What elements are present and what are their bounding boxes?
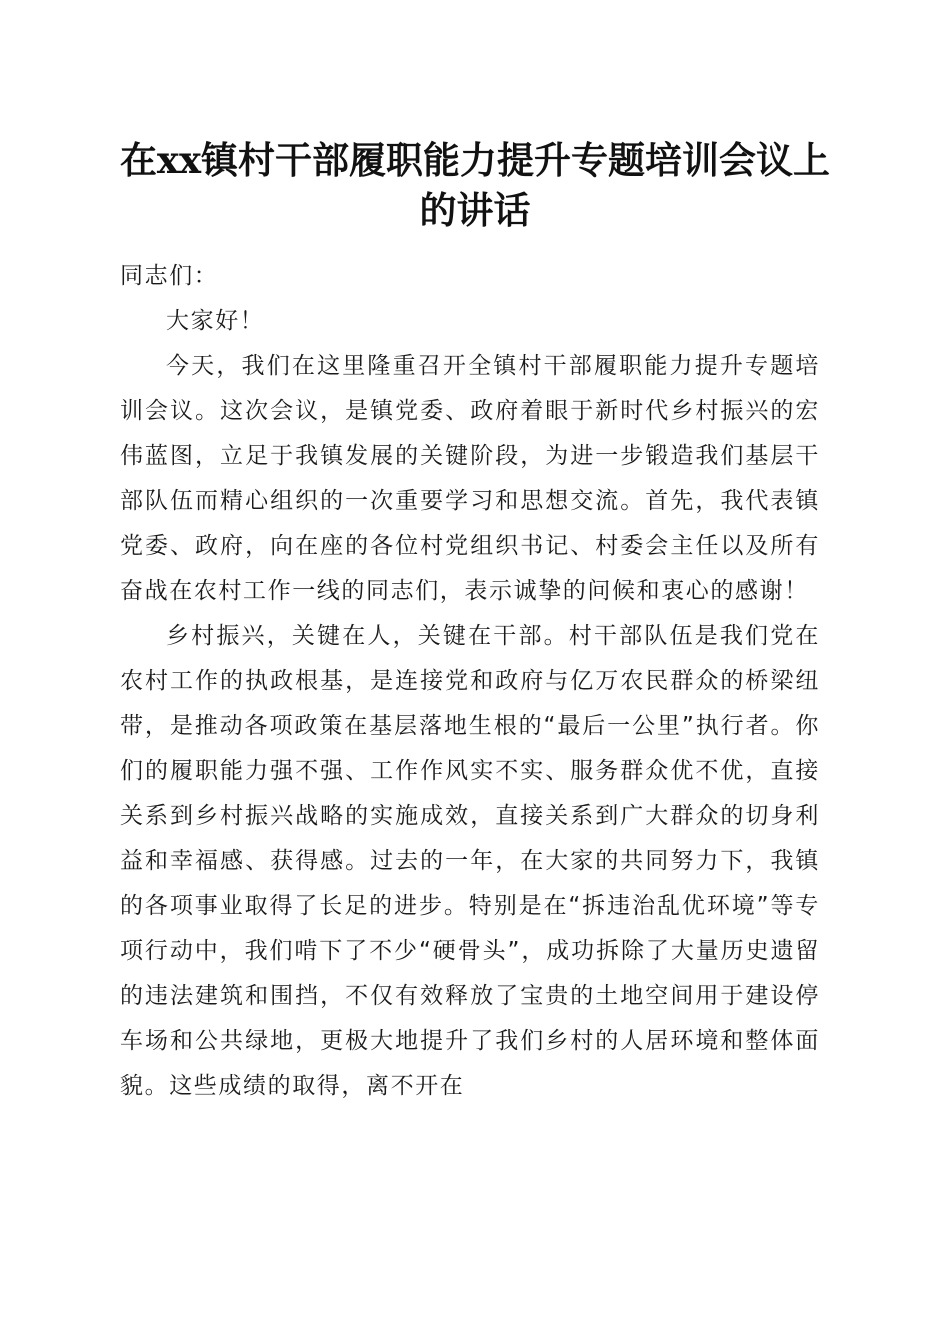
paragraph-greeting: 大家好！ — [166, 308, 265, 334]
document-title: 在xx镇村干部履职能力提升专题培训会议上的讲话 — [119, 138, 831, 232]
salutation: 同志们： — [120, 263, 219, 289]
document-body — [120, 254, 820, 1109]
paragraph-rural-revitalization: 乡村振兴，关键在人，关键在干部。村干部队伍是我们党在农村工作的执政根基，是连接党和政府与亿万农民群众的桥梁纽带，是推动各项政策在基层落地生根的“最后一公里”执行者。你们的履职能力强不强、工作作风实不实、服务群众优不优，直接关系到乡村振兴战略的实施成效，直接关系到广大群众的切身利益和幸福感、获得感。过去的一年，在大家的共同努力下，我镇的各项事业取得了长足的进步。特别是在“拆违治乱优环境”等专项行动中，我们啃下了不少“硬骨头”，成功拆除了大量历史遗留的违法建筑和围挡，不仅有效释放了宝贵的土地空间用于建设停车场和公共绿地，更极大地提升了我们乡村的人居环境和整体面貌。这些成绩的取得，离不开在 — [120, 623, 820, 1099]
paragraph-opening: 今天，我们在这里隆重召开全镇村干部履职能力提升专题培训会议。这次会议，是镇党委、政府着眼于新时代乡村振兴的宏伟蓝图，立足于我镇发展的关键阶段，为进一步锻造我们基层干部队伍而精心组织的一次重要学习和思想交流。首先，我代表镇党委、政府，向在座的各位村党组织书记、村委会主任以及所有奋战在农村工作一线的同志们，表示诚挚的问候和衷心的感谢！ — [120, 353, 820, 604]
